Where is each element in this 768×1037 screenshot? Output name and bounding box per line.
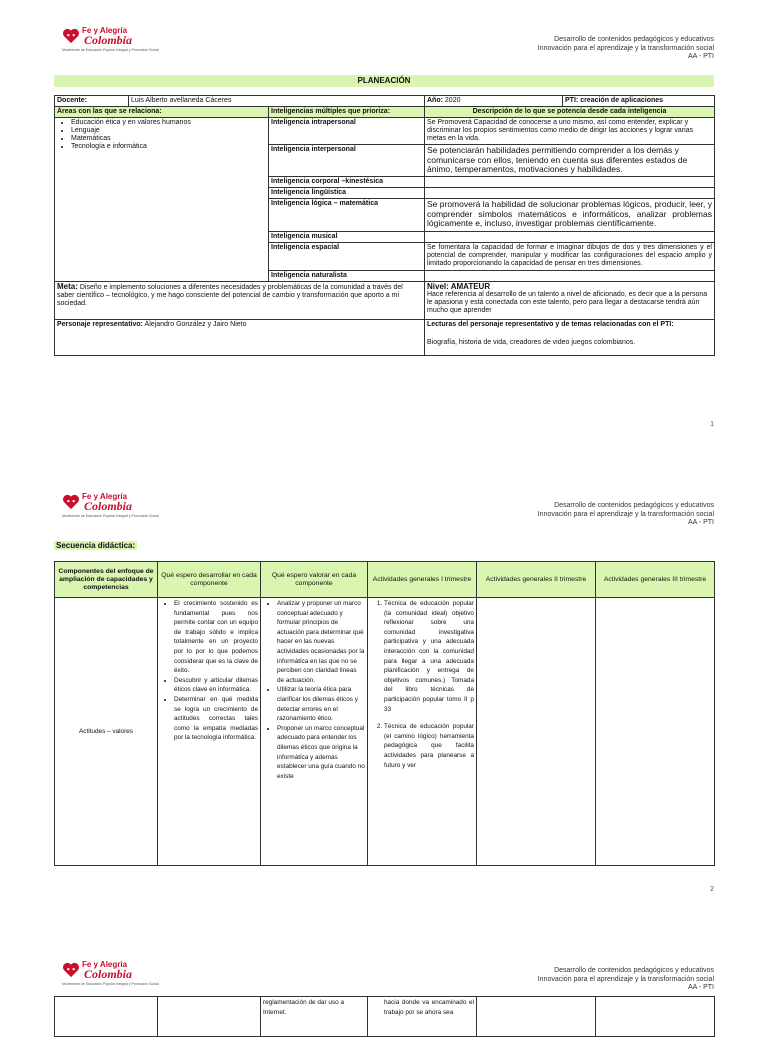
intel-desc: Se promoverá la habilidad de solucionar problemas lógicos, producir, leer, y comprender símbolos matemáticos e informáticos, analizar problemas lógicamente e, incluso, investigar problemas científicamente.: [425, 199, 715, 232]
col-header: Actividades generales III trimestre: [596, 562, 715, 598]
header-line-1: Desarrollo de contenidos pedagógicos y educativos: [554, 36, 714, 43]
logo-text-line1: Fe y Alegría: [82, 26, 128, 35]
row-label: Actitudes – valores: [55, 598, 158, 866]
actividades-iii-cell: [596, 997, 715, 1037]
desarrollar-list: [160, 599, 258, 743]
intel-desc: [425, 232, 715, 243]
list-item: • El crecimiento sostenido es fundamental pues nos permite contar con un equipo de trabajo sólido e implica totalmente en un proyecto por lo por lo que podemos considerar que es la clave de éxito.: [174, 599, 258, 676]
intel-header: Inteligencias múltiples que prioriza:: [269, 107, 425, 118]
header-line-2: Innovación para el aprendizaje y la transformación social: [537, 44, 714, 52]
area-item: • Matemáticas: [71, 135, 266, 143]
meta-text: Diseño e implemento soluciones a diferentes necesidades y problemáticas de la comunidad a través del saber científico – tecnológico, y me hago consciente del potencial de cambio y transformación que aporto a mi sociedad.: [57, 284, 403, 307]
desarrollar-cell: [158, 997, 261, 1037]
col-header: Qué espero desarrollar en cada componente: [158, 562, 261, 598]
areas-header: Áreas con las que se relaciona:: [55, 107, 269, 118]
logo-text-line2: Colombia: [84, 967, 133, 981]
nivel-text: Hace referencia al desarrollo de un talento a nivel de aficionado, es decir que a la persona le apasiona y está conectada con este talento, pero para llegar a destacarse tendrá aún mucho que aprender: [427, 291, 708, 314]
heart-logo-icon: [62, 962, 80, 978]
intel-name: Inteligencia corporal –kinestésica: [269, 177, 425, 188]
col-header: Actividades generales I trimestre: [368, 562, 477, 598]
actividades-iii-cell: [596, 598, 715, 866]
logo-text-line2: Colombia: [84, 499, 133, 513]
list-item: • Descubrir y articular dilemas éticos clave en informática.: [174, 676, 258, 695]
list-item: 1. Técnica de educación popular (la comunidad ideal) objetivo reflexionar sobre una comunidad investigativa participativa y una adecuada interacción con la comunidad para llegar a una adecuada planificación y entrega de objetivos comunes.) Tomada del libro técnicas de participación popular tomo II p 33: [384, 599, 474, 714]
header-line-3: AA - PTI: [687, 53, 714, 60]
personaje-value: Alejandro González y Jairo Nieto: [144, 321, 247, 328]
fe-y-alegria-logo: [62, 24, 159, 56]
list-item: 2. Técnica de educación popular (el camino lógico) herramienta pedagógica que facilita actividades para planearse a futuro y ver: [384, 722, 474, 770]
pti-value: creación de aplicaciones: [580, 97, 664, 104]
heart-logo-icon: [62, 494, 80, 510]
header-line-2: Innovación para el aprendizaje y la transformación social: [537, 975, 714, 983]
pti-cell: [563, 96, 715, 107]
page-header-text: [538, 967, 714, 993]
lecturas-label: Lecturas del personaje representativo y de temas relacionadas con el PTI:: [427, 321, 674, 328]
secuencia-table-continued: [54, 996, 715, 1037]
docente-value: Luis Alberto avellaneda Cáceres: [129, 96, 425, 107]
row-label: [55, 997, 158, 1037]
intel-desc: [425, 177, 715, 188]
personaje-label: Personaje representativo:: [57, 321, 143, 328]
intel-name: Inteligencia musical: [269, 232, 425, 243]
actividades-ii-cell: [477, 598, 596, 866]
header-line-3: AA - PTI: [687, 519, 714, 526]
anio-label: Año:: [427, 97, 443, 104]
valorar-cell: reglamentación de dar uso a Internet.: [261, 997, 368, 1037]
area-item: • Tecnología e informática: [71, 143, 266, 151]
anio-cell: [425, 96, 563, 107]
page-header-text: [538, 36, 714, 62]
list-item: • Determinar en qué medida se logra un crecimiento de actitudes correctas tales como la empatía mediadas por la tecnología informática.: [174, 695, 258, 743]
list-item: • Utilizar la teoría ética para clarificar los dilemas éticos y detectar errores en el razonamiento ético.: [277, 685, 365, 723]
secuencia-title: Secuencia didáctica:: [56, 541, 136, 550]
page-number: 2: [710, 886, 714, 893]
intel-name: Inteligencia espacial: [269, 243, 425, 271]
header-line-3: AA - PTI: [687, 984, 714, 991]
areas-list-cell: [55, 118, 269, 282]
col-header: Actividades generales II trimestre: [477, 562, 596, 598]
lecturas-cell: [425, 320, 715, 356]
pti-label: PTI:: [565, 97, 579, 104]
intel-name: Inteligencia interpersonal: [269, 145, 425, 177]
nivel-cell: [425, 282, 715, 320]
anio-value: 2020: [444, 97, 461, 104]
logo-tagline: Movimiento de Educación Popular Integral y Promoción Social: [62, 48, 159, 52]
logo-text-line1: Fe y Alegría: [82, 492, 128, 501]
personaje-cell: [55, 320, 425, 356]
valorar-list: [263, 599, 365, 781]
intel-desc: Se potenciarán habilidades permitiendo comprender a los demás y comunicarse con ellos, teniendo en cuenta sus diferentes estados de ánimo, temperamentos, motivaciones y habilidades.: [425, 145, 715, 177]
fe-y-alegria-logo: [62, 958, 159, 990]
desarrollar-cell: [158, 598, 261, 866]
list-item: • Proponer un marco conceptual adecuado para entender los dilemas éticos que origina la informática y además establecer una guía cuando no existe: [277, 724, 365, 782]
page-header-text: [538, 502, 714, 528]
intel-desc: Se fomentara la capacidad de formar e imaginar dibujos de dos y tres dimensiones y el potencial de comprender, manipular y modificar las configuraciones del espacio amplio y limitado proporcionando la capacidad de pensar en tres dimensiones.: [425, 243, 715, 271]
docente-label: Docente:: [55, 96, 129, 107]
intel-desc: [425, 271, 715, 282]
actividades-cell: [368, 598, 477, 866]
logo-text-line1: Fe y Alegría: [82, 960, 128, 969]
logo-tagline: Movimiento de Educación Popular Integral y Promoción Social: [62, 514, 159, 518]
desc-header: Descripción de lo que se potencia desde cada inteligencia: [425, 107, 715, 118]
planeacion-table: [54, 95, 715, 356]
page-1: [0, 0, 768, 440]
intel-name: Inteligencia lógica – matemática: [269, 199, 425, 232]
meta-label: Meta:: [57, 282, 78, 291]
col-header: Componentes del enfoque de ampliación de capacidades y competencias: [55, 562, 158, 598]
valorar-cell: [261, 598, 368, 866]
area-item: • Educación ética y en valores humanos: [71, 119, 266, 127]
meta-cell: [55, 282, 425, 320]
header-line-1: Desarrollo de contenidos pedagógicos y educativos: [554, 502, 714, 509]
intel-name: Inteligencia naturalista: [269, 271, 425, 282]
areas-list: [57, 119, 266, 151]
lecturas-value: Biografía, historia de vida, creadores de video juegos colombianos.: [427, 339, 636, 346]
planeacion-title: PLANEACIÓN: [54, 75, 714, 87]
intel-desc: Se Promoverá Capacidad de conocerse a uno mismo, así como entender, explicar y discriminar los propios sentimientos como medio de dirigir las acciones y lograr varias metas en la vida.: [425, 118, 715, 145]
intel-name: Inteligencia intrapersonal: [269, 118, 425, 145]
actividades-list: [370, 599, 474, 770]
logo-tagline: Movimiento de Educación Popular Integral y Promoción Social: [62, 982, 159, 986]
list-item: • Analizar y proponer un marco conceptual adecuado y formular principios de actuación para determinar qué hacer en las nuevas actividades ocasionadas por la informática en las que no se perciben con claridad líneas de actuación.: [277, 599, 365, 685]
intel-name: Inteligencia lingüística: [269, 188, 425, 199]
page-number: 1: [710, 421, 714, 428]
col-header: Qué espero valorar en cada componente: [261, 562, 368, 598]
nivel-label: Nivel: AMATEUR: [427, 282, 491, 291]
area-item: • Lenguaje: [71, 127, 266, 135]
header-line-1: Desarrollo de contenidos pedagógicos y educativos: [554, 967, 714, 974]
logo-text-line2: Colombia: [84, 33, 133, 47]
header-line-2: Innovación para el aprendizaje y la transformación social: [537, 510, 714, 518]
actividades-cell: hacia donde va encaminado el trabajo por se ahora sea: [368, 997, 477, 1037]
actividades-ii-cell: [477, 997, 596, 1037]
fe-y-alegria-logo: [62, 490, 159, 522]
heart-logo-icon: [62, 28, 80, 44]
intel-desc: [425, 188, 715, 199]
secuencia-table: [54, 561, 715, 866]
